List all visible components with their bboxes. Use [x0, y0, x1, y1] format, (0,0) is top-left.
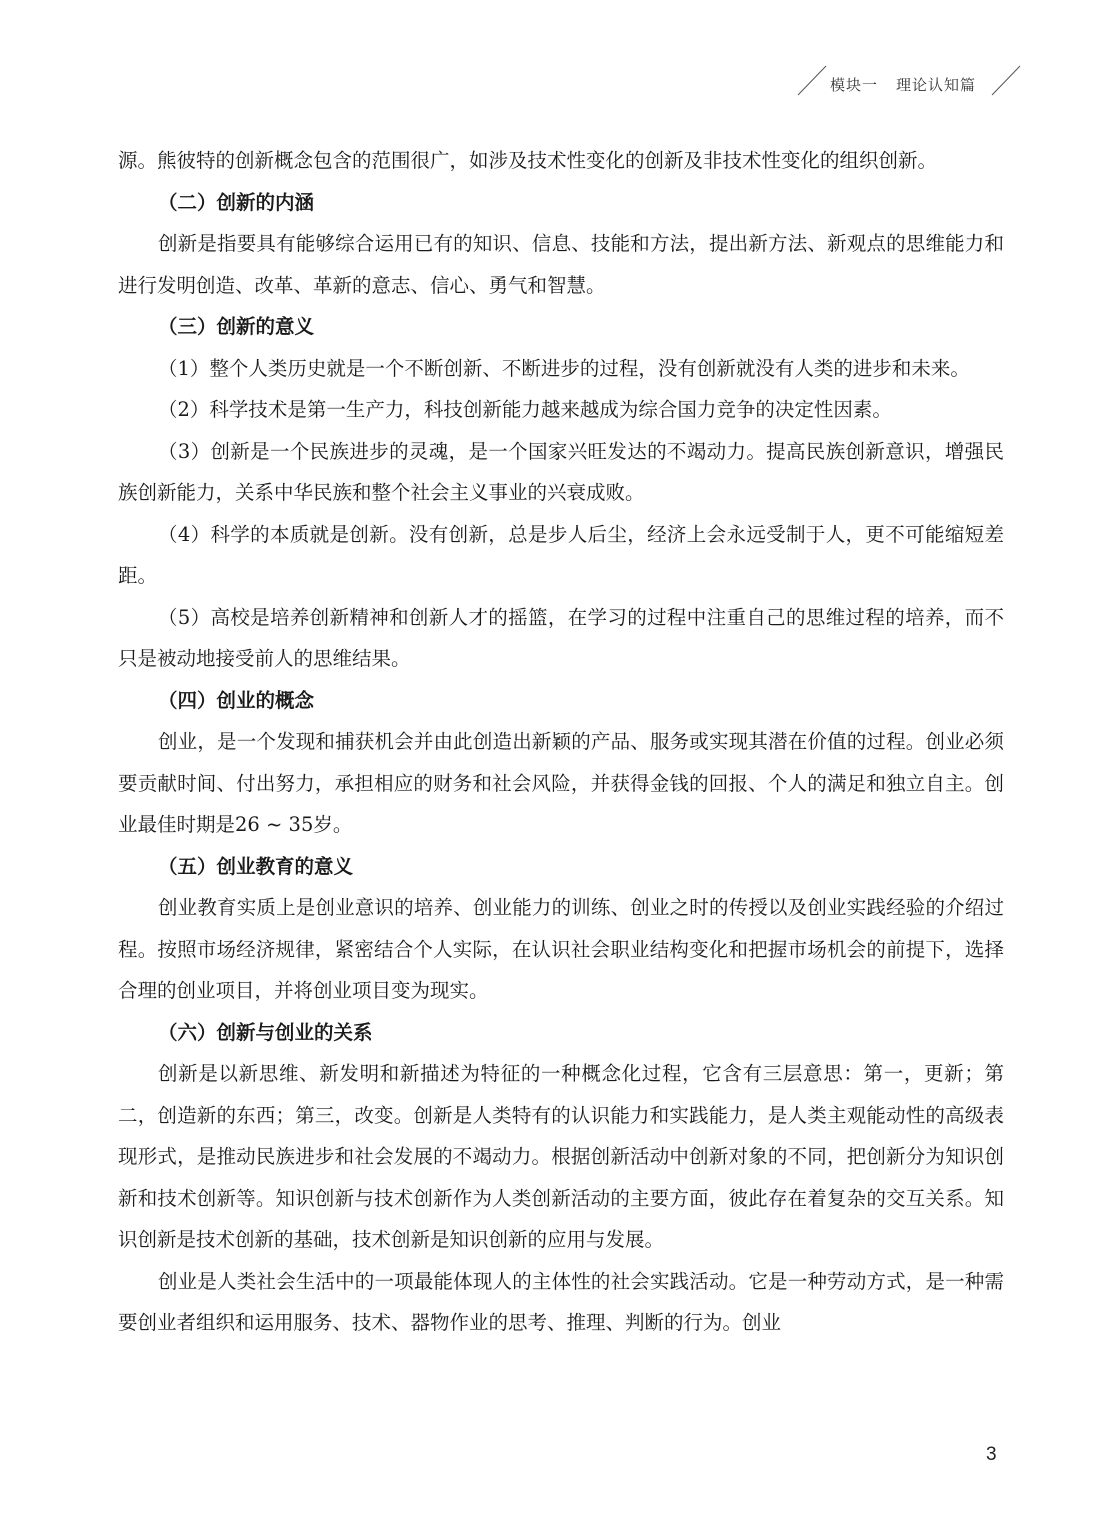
- running-header: [796, 64, 1026, 96]
- section-heading-relationship: （六）创新与创业的关系: [158, 1020, 373, 1044]
- header-text: [830, 74, 994, 95]
- paragraph: 创业是人类社会生活中的一项最能体现人的主体性的社会实践活动。它是一种劳动方式，是一种需要创业者组织和运用服务、技术、器物作业的思考、推理、判断的行为。创业: [118, 1269, 1004, 1334]
- paragraph: 创业，是一个发现和捕获机会并由此创造出新颖的产品、服务或实现其潜在价值的过程。创业必须要贡献时间、付出努力，承担相应的财务和社会风险，并获得金钱的回报、个人的满足和独立自主。创业最佳时期是26 ~ 35岁。: [118, 730, 1004, 836]
- page-number: 3: [986, 1444, 997, 1465]
- paragraph: 创业教育实质上是创业意识的培养、创业能力的训练、创业之时的传授以及创业实践经验的介绍过程。按照市场经济规律，紧密结合个人实际，在认识社会职业结构变化和把握市场机会的前提下，选择合理的创业项目，并将创业项目变为现实。: [118, 896, 1004, 1002]
- section-heading-significance: （三）创新的意义: [158, 315, 315, 338]
- paragraph: 创新是以新思维、新发明和新描述为特征的一种概念化过程，它含有三层意思：第一，更新；第二，创造新的东西；第三，改变。创新是人类特有的认识能力和实践能力，是人类主观能动性的高级表现形式，是推动民族进步和社会发展的不竭动力。根据创新活动中创新对象的不同，把创新分为知识创新和技术创新等。知识创新与技术创新作为人类创新活动的主要方面，彼此存在着复杂的交互关系。知识创新是技术创新的基础，技术创新是知识创新的应用与发展。: [118, 1062, 1004, 1251]
- list-item: （2）科学技术是第一生产力，科技创新能力越来越成为综合国力竞争的决定性因素。: [158, 398, 892, 421]
- section-heading-entrepreneurship-concept: （四）创业的概念: [158, 688, 315, 712]
- header-module: 模块一: [830, 76, 879, 94]
- list-item: （1）整个人类历史就是一个不断创新、不断进步的过程，没有创新就没有人类的进步和未来。: [158, 356, 970, 380]
- paragraph-continuation: 源。熊彼特的创新概念包含的范围很广，如涉及技术性变化的创新及非技术性变化的组织创新。: [118, 149, 938, 172]
- section-heading-education: （五）创业教育的意义: [158, 854, 354, 878]
- list-item: （5）高校是培养创新精神和创新人才的摇篮，在学习的过程中注重自己的思维过程的培养，而不只是被动地接受前人的思维结果。: [118, 605, 1004, 670]
- list-item: （3）创新是一个民族进步的灵魂，是一个国家兴旺发达的不竭动力。提高民族创新意识，增强民族创新能力，关系中华民族和整个社会主义事业的兴衰成败。: [118, 439, 1004, 504]
- paragraph: 创新是指要具有能够综合运用已有的知识、信息、技能和方法，提出新方法、新观点的思维能力和进行发明创造、改革、革新的意志、信心、勇气和智慧。: [118, 232, 1004, 297]
- header-section: 理论认知篇: [896, 76, 977, 94]
- list-item: （4）科学的本质就是创新。没有创新，总是步人后尘，经济上会永远受制于人，更不可能缩短差距。: [118, 522, 1004, 587]
- section-heading-connotation: （二）创新的内涵: [158, 190, 315, 214]
- body-text: [118, 140, 1004, 1344]
